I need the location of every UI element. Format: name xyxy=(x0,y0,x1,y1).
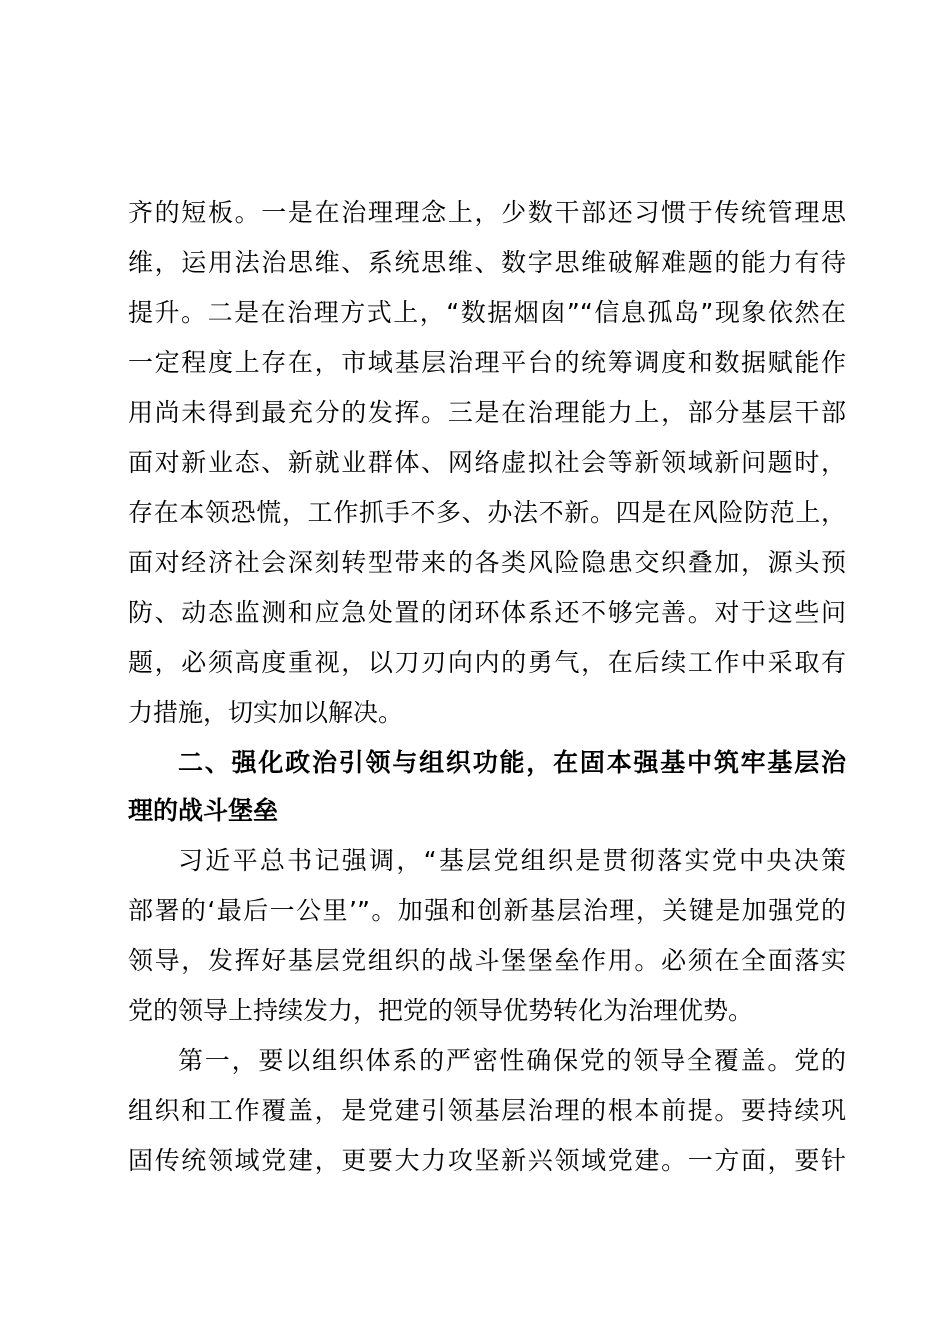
paragraph-line: 面对新业态、新就业群体、网络虚拟社会等新领域新问题时， xyxy=(128,448,846,477)
paragraph-line: 用尚未得到最充分的发挥。三是在治理能力上，部分基层干部 xyxy=(128,398,846,427)
paragraph-line: 领导，发挥好基层党组织的战斗堡堡垒作用。必须在全面落实 xyxy=(128,946,846,975)
paragraph-line: 一定程度上存在，市域基层治理平台的统筹调度和数据赋能作 xyxy=(128,348,846,377)
paragraph-line: 党的领导上持续发力，把党的领导优势转化为治理优势。 xyxy=(128,996,754,1025)
section-heading-line: 理的战斗堡垒 xyxy=(128,796,279,825)
paragraph-line: 部署的‘最后一公里’”。加强和创新基层治理，关键是加强党的 xyxy=(128,896,846,925)
paragraph-line: 存在本领恐慌，工作抓手不多、办法不新。四是在风险防范上， xyxy=(128,498,846,527)
paragraph-line: 面对经济社会深刻转型带来的各类风险隐患交织叠加，源头预 xyxy=(128,548,846,577)
paragraph-line: 齐的短板。一是在治理理念上，少数干部还习惯于传统管理思 xyxy=(128,198,846,227)
paragraph-line: 组织和工作覆盖，是党建引领基层治理的根本前提。要持续巩 xyxy=(128,1096,846,1125)
section-heading-line: 二、强化政治引领与组织功能，在固本强基中筑牢基层治 xyxy=(178,748,846,777)
paragraph-line: 固传统领域党建，更要大力攻坚新兴领域党建。一方面，要针 xyxy=(128,1146,846,1175)
paragraph-line: 力措施，切实加以解决。 xyxy=(128,698,404,727)
paragraph-line: 维，运用法治思维、系统思维、数字思维破解难题的能力有待 xyxy=(128,248,846,277)
paragraph-line: 第一，要以组织体系的严密性确保党的领导全覆盖。党的 xyxy=(178,1046,846,1075)
paragraph-line: 题，必须高度重视，以刀刃向内的勇气，在后续工作中采取有 xyxy=(128,648,846,677)
paragraph-line: 习近平总书记强调，“基层党组织是贯彻落实党中央决策 xyxy=(178,846,846,875)
paragraph-line: 防、动态监测和应急处置的闭环体系还不够完善。对于这些问 xyxy=(128,598,846,627)
paragraph-line: 提升。二是在治理方式上，“数据烟囱”“信息孤岛”现象依然在 xyxy=(128,298,846,327)
